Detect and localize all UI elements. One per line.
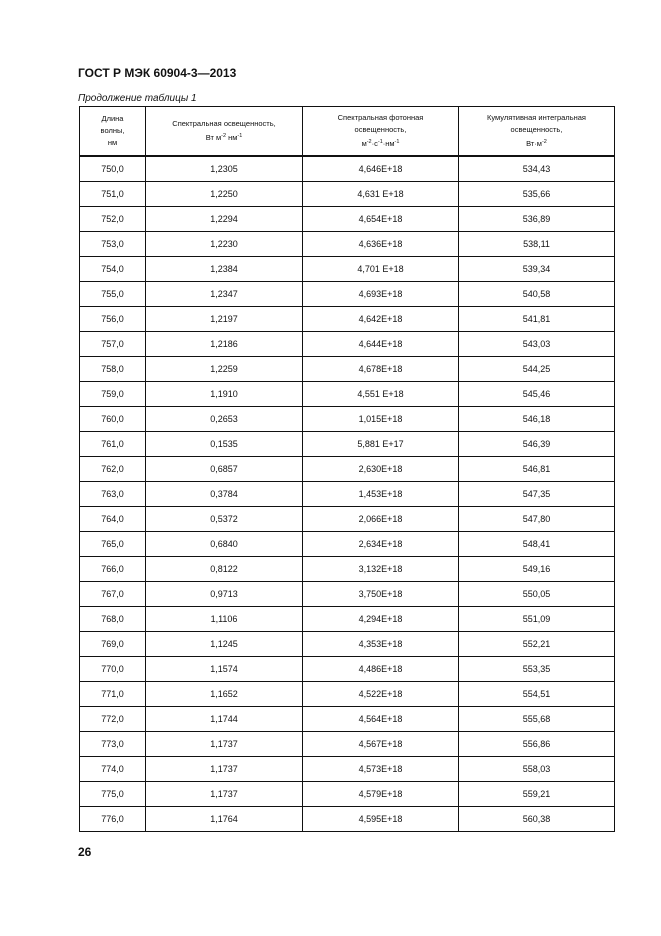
table-cell: 1,1574 [146, 657, 303, 682]
photon-unit-c: ·нм [382, 139, 395, 148]
table-cell: 759,0 [80, 382, 146, 407]
table-cell: 554,51 [459, 682, 615, 707]
table-cell: 0,6840 [146, 532, 303, 557]
table-row [80, 156, 615, 182]
table-cell: 1,1245 [146, 632, 303, 657]
table-cell: 760,0 [80, 407, 146, 432]
irradiance-header-line1: Спектральная освещенность, [172, 119, 276, 128]
table-cell: 769,0 [80, 632, 146, 657]
table-cell: 0,2653 [146, 407, 303, 432]
wavelength-header-unit: нм [107, 138, 118, 147]
table-cell: 770,0 [80, 657, 146, 682]
table-cell: 547,80 [459, 507, 615, 532]
table-cell: 4,522E+18 [303, 682, 459, 707]
table-row [80, 807, 615, 832]
table-cell: 764,0 [80, 507, 146, 532]
table-row [80, 357, 615, 382]
table-cell: 560,38 [459, 807, 615, 832]
table-row [80, 732, 615, 757]
table-row [80, 282, 615, 307]
table-row [80, 182, 615, 207]
table-cell: 1,2186 [146, 332, 303, 357]
table-cell: 4,573E+18 [303, 757, 459, 782]
table-cell: 0,3784 [146, 482, 303, 507]
table-cell: 558,03 [459, 757, 615, 782]
table-cell: 771,0 [80, 682, 146, 707]
table-cell: 4,646E+18 [303, 156, 459, 182]
spectral-data-table [79, 106, 615, 832]
table-cell: 4,644E+18 [303, 332, 459, 357]
table-cell: 1,2230 [146, 232, 303, 257]
table-cell: 762,0 [80, 457, 146, 482]
table-cell: 550,05 [459, 582, 615, 607]
cumulative-unit-a: Вт·м [526, 139, 542, 148]
photon-unit-b: ·с [371, 139, 378, 148]
table-cell: 0,1535 [146, 432, 303, 457]
column-header-photon-irradiance [303, 107, 459, 157]
table-row [80, 557, 615, 582]
page-number: 26 [78, 845, 92, 859]
table-row [80, 507, 615, 532]
table-cell: 547,35 [459, 482, 615, 507]
table-cell: 1,1737 [146, 757, 303, 782]
table-cell: 1,1744 [146, 707, 303, 732]
wavelength-header-line1: Длина [101, 114, 124, 123]
irradiance-unit-b: нм [228, 133, 238, 142]
table-cell: 555,68 [459, 707, 615, 732]
table-cell: 1,2384 [146, 257, 303, 282]
irradiance-exp-a: -2 [221, 133, 227, 139]
photon-header-line2: освещенность, [354, 125, 407, 134]
table-cell: 553,35 [459, 657, 615, 682]
table-cell: 774,0 [80, 757, 146, 782]
table-cell: 1,1910 [146, 382, 303, 407]
table-cell: 750,0 [80, 156, 146, 182]
table-row [80, 407, 615, 432]
table-cell: 3,750E+18 [303, 582, 459, 607]
table-cell: 773,0 [80, 732, 146, 757]
table-cell: 552,21 [459, 632, 615, 657]
table-cell: 1,2250 [146, 182, 303, 207]
table-cell: 755,0 [80, 282, 146, 307]
table-cell: 4,551 E+18 [303, 382, 459, 407]
photon-unit-a: м [361, 139, 367, 148]
table-cell: 541,81 [459, 307, 615, 332]
table-cell: 546,81 [459, 457, 615, 482]
table-cell: 752,0 [80, 207, 146, 232]
table-cell: 1,453E+18 [303, 482, 459, 507]
table-cell: 761,0 [80, 432, 146, 457]
table-row [80, 757, 615, 782]
table-row [80, 607, 615, 632]
table-cell: 534,43 [459, 156, 615, 182]
table-cell: 1,1737 [146, 732, 303, 757]
irradiance-unit-a: Вт м [205, 133, 222, 142]
table-cell: 3,132E+18 [303, 557, 459, 582]
document-title: ГОСТ Р МЭК 60904-3—2013 [78, 66, 237, 80]
table-cell: 5,881 E+17 [303, 432, 459, 457]
column-header-cumulative [459, 107, 615, 157]
table-cell: 556,86 [459, 732, 615, 757]
table-cell: 767,0 [80, 582, 146, 607]
table-cell: 753,0 [80, 232, 146, 257]
table-cell: 1,1106 [146, 607, 303, 632]
table-cell: 775,0 [80, 782, 146, 807]
table-cell: 4,564E+18 [303, 707, 459, 732]
table-row [80, 257, 615, 282]
table-row [80, 682, 615, 707]
table-cell: 544,25 [459, 357, 615, 382]
table-cell: 4,693E+18 [303, 282, 459, 307]
table-cell: 1,1737 [146, 782, 303, 807]
table-cell: 535,66 [459, 182, 615, 207]
table-body [80, 156, 615, 832]
irradiance-exp-b: -1 [237, 133, 243, 139]
table-cell: 4,654E+18 [303, 207, 459, 232]
table-row [80, 482, 615, 507]
table-row [80, 632, 615, 657]
table-row [80, 382, 615, 407]
table-cell: 538,11 [459, 232, 615, 257]
table-cell: 765,0 [80, 532, 146, 557]
table-row [80, 232, 615, 257]
table-cell: 4,353E+18 [303, 632, 459, 657]
table-cell: 559,21 [459, 782, 615, 807]
photon-exp-b: -1 [377, 139, 383, 145]
table-cell: 4,579E+18 [303, 782, 459, 807]
table-cell: 1,2347 [146, 282, 303, 307]
table-cell: 776,0 [80, 807, 146, 832]
table-header-row [80, 107, 615, 157]
table-cell: 1,1652 [146, 682, 303, 707]
table-cell: 4,631 E+18 [303, 182, 459, 207]
table-cell: 2,630E+18 [303, 457, 459, 482]
table-cell: 549,16 [459, 557, 615, 582]
table-cell: 4,294E+18 [303, 607, 459, 632]
table-cell: 546,39 [459, 432, 615, 457]
column-header-wavelength [80, 107, 146, 157]
table-cell: 543,03 [459, 332, 615, 357]
table-cell: 758,0 [80, 357, 146, 382]
table-cell: 768,0 [80, 607, 146, 632]
table-cell: 1,2259 [146, 357, 303, 382]
table-cell: 1,2305 [146, 156, 303, 182]
table-cell: 754,0 [80, 257, 146, 282]
table-cell: 4,595E+18 [303, 807, 459, 832]
table-row [80, 532, 615, 557]
cumulative-exp-a: -2 [541, 139, 547, 145]
table-row [80, 707, 615, 732]
table-cell: 1,2294 [146, 207, 303, 232]
table-caption: Продолжение таблицы 1 [78, 93, 197, 104]
table-row [80, 657, 615, 682]
table-row [80, 782, 615, 807]
table-cell: 0,5372 [146, 507, 303, 532]
table-cell: 4,567E+18 [303, 732, 459, 757]
table-cell: 0,6857 [146, 457, 303, 482]
table-cell: 536,89 [459, 207, 615, 232]
table-cell: 772,0 [80, 707, 146, 732]
table-cell: 546,18 [459, 407, 615, 432]
table-cell: 2,066E+18 [303, 507, 459, 532]
table-row [80, 207, 615, 232]
table-row [80, 582, 615, 607]
table-cell: 4,486E+18 [303, 657, 459, 682]
table-cell: 757,0 [80, 332, 146, 357]
table-cell: 1,1764 [146, 807, 303, 832]
table-cell: 1,015E+18 [303, 407, 459, 432]
table-cell: 0,9713 [146, 582, 303, 607]
table-row [80, 307, 615, 332]
table-cell: 551,09 [459, 607, 615, 632]
photon-exp-a: -2 [366, 139, 372, 145]
table-cell: 4,636E+18 [303, 232, 459, 257]
table-row [80, 332, 615, 357]
table-cell: 4,642E+18 [303, 307, 459, 332]
table-cell: 766,0 [80, 557, 146, 582]
table-row [80, 457, 615, 482]
column-header-irradiance [146, 107, 303, 157]
wavelength-header-line2: волны, [100, 126, 125, 135]
table-cell: 1,2197 [146, 307, 303, 332]
table-row [80, 432, 615, 457]
table-cell: 539,34 [459, 257, 615, 282]
table-cell: 2,634E+18 [303, 532, 459, 557]
table-cell: 751,0 [80, 182, 146, 207]
table-cell: 545,46 [459, 382, 615, 407]
table-cell: 540,58 [459, 282, 615, 307]
table-cell: 4,678E+18 [303, 357, 459, 382]
table-cell: 0,8122 [146, 557, 303, 582]
photon-exp-c: -1 [394, 139, 400, 145]
table-cell: 548,41 [459, 532, 615, 557]
cumulative-header-line2: освещенность, [510, 125, 563, 134]
table-cell: 763,0 [80, 482, 146, 507]
table-cell: 756,0 [80, 307, 146, 332]
cumulative-header-line1: Кумулятивная интегральная [487, 113, 586, 122]
photon-header-line1: Спектральная фотонная [337, 113, 424, 122]
table-cell: 4,701 E+18 [303, 257, 459, 282]
